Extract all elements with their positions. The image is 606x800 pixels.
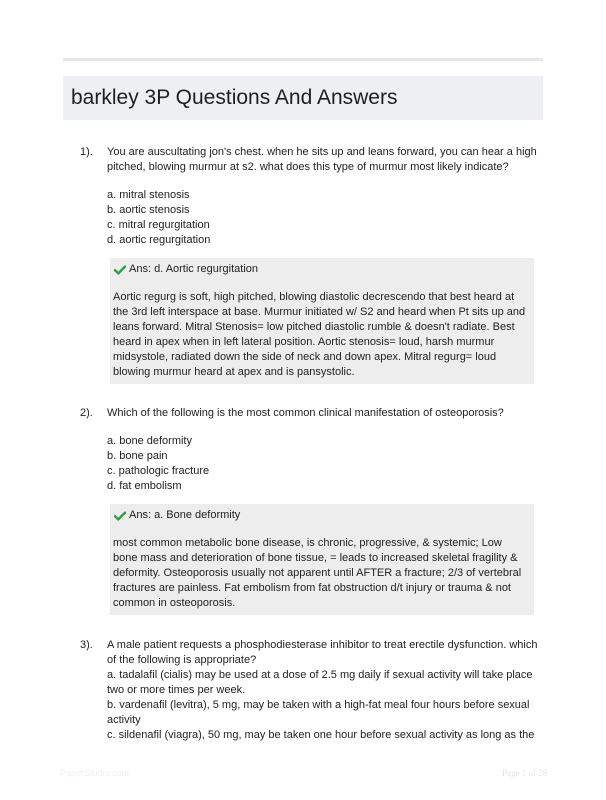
option-d: d. aortic regurgitation (107, 234, 211, 246)
answer-box (110, 504, 534, 615)
check-icon (114, 511, 126, 521)
answer-explanation: most common metabolic bone disease, is chronic, progressive, & systemic; Low bone mass and deterioration of bone tissue, = leads to increased skeletal fragility & deformity. Osteoporosis usually not apparent until AFTER a fracture; 2/3 of vertebral fractures are painless. Fat embolism from fat obstruction d/t injury or trauma & not common in osteoporosis. (113, 537, 522, 609)
check-icon (114, 265, 126, 275)
question-text: You are auscultating jon's chest. when he sits up and leans forward, you can hear a high pitched, blowing murmur at s2. what does this type of murmur most likely indicate? (107, 146, 537, 173)
option-c: c. sildenafil (viagra), 50 mg, may be taken one hour before sexual activity as long as the (107, 729, 535, 741)
options-list (107, 188, 540, 248)
answer-label: Ans: d. Aortic regurgitation (129, 263, 259, 275)
option-b: b. vardenafil (levitra), 5 mg, may be taken with a high-fat meal four hours before sexual activity (107, 699, 530, 726)
question-number: 2). (80, 407, 93, 419)
question-3 (80, 638, 540, 743)
question-number: 3). (80, 639, 93, 651)
page-title: barkley 3P Questions And Answers (71, 86, 398, 109)
question-2 (80, 406, 540, 615)
footer-site: PaperStudio.com (60, 768, 130, 778)
question-1 (80, 145, 540, 384)
answer-explanation: Aortic regurg is soft, high pitched, blowing diastolic decrescendo that best heard at the 3rd left interspace at base. Murmur initiated w/ S2 and heard when Pt sits up and leans forward. Mitral Stenosis= low pitched diastolic rumble & doesn't radiate. Best heard in apex when in left lateral position. Aortic stenosis= loud, harsh murmur midsystole, radiated down the side of neck and down apex. Mitral regurg= loud blowing murmur heard at apex and is pansystolic. (113, 291, 526, 378)
top-rule (63, 58, 543, 61)
options-list (107, 668, 540, 743)
question-text: A male patient requests a phosphodiesterase inhibitor to treat erectile dysfunction. which of the following is appropriate? (107, 639, 538, 666)
option-b: b. bone pain (107, 450, 168, 462)
question-text: Which of the following is the most common clinical manifestation of osteoporosis? (107, 407, 504, 419)
answer-box (110, 258, 534, 384)
options-list (107, 434, 540, 494)
option-d: d. fat embolism (107, 480, 182, 492)
option-c: c. pathologic fracture (107, 465, 210, 477)
title-bar (63, 76, 543, 120)
option-c: c. mitral regurgitation (107, 219, 210, 231)
question-number: 1). (80, 146, 93, 158)
option-b: b. aortic stenosis (107, 204, 190, 216)
option-a: a. mitral stenosis (107, 189, 190, 201)
footer-page-number: Page 1 of 28 (502, 768, 548, 778)
option-a: a. tadalafil (cialis) may be used at a dose of 2.5 mg daily if sexual activity will take place two or more times per week. (107, 669, 533, 696)
option-a: a. bone deformity (107, 435, 192, 447)
answer-label: Ans: a. Bone deformity (129, 509, 241, 521)
